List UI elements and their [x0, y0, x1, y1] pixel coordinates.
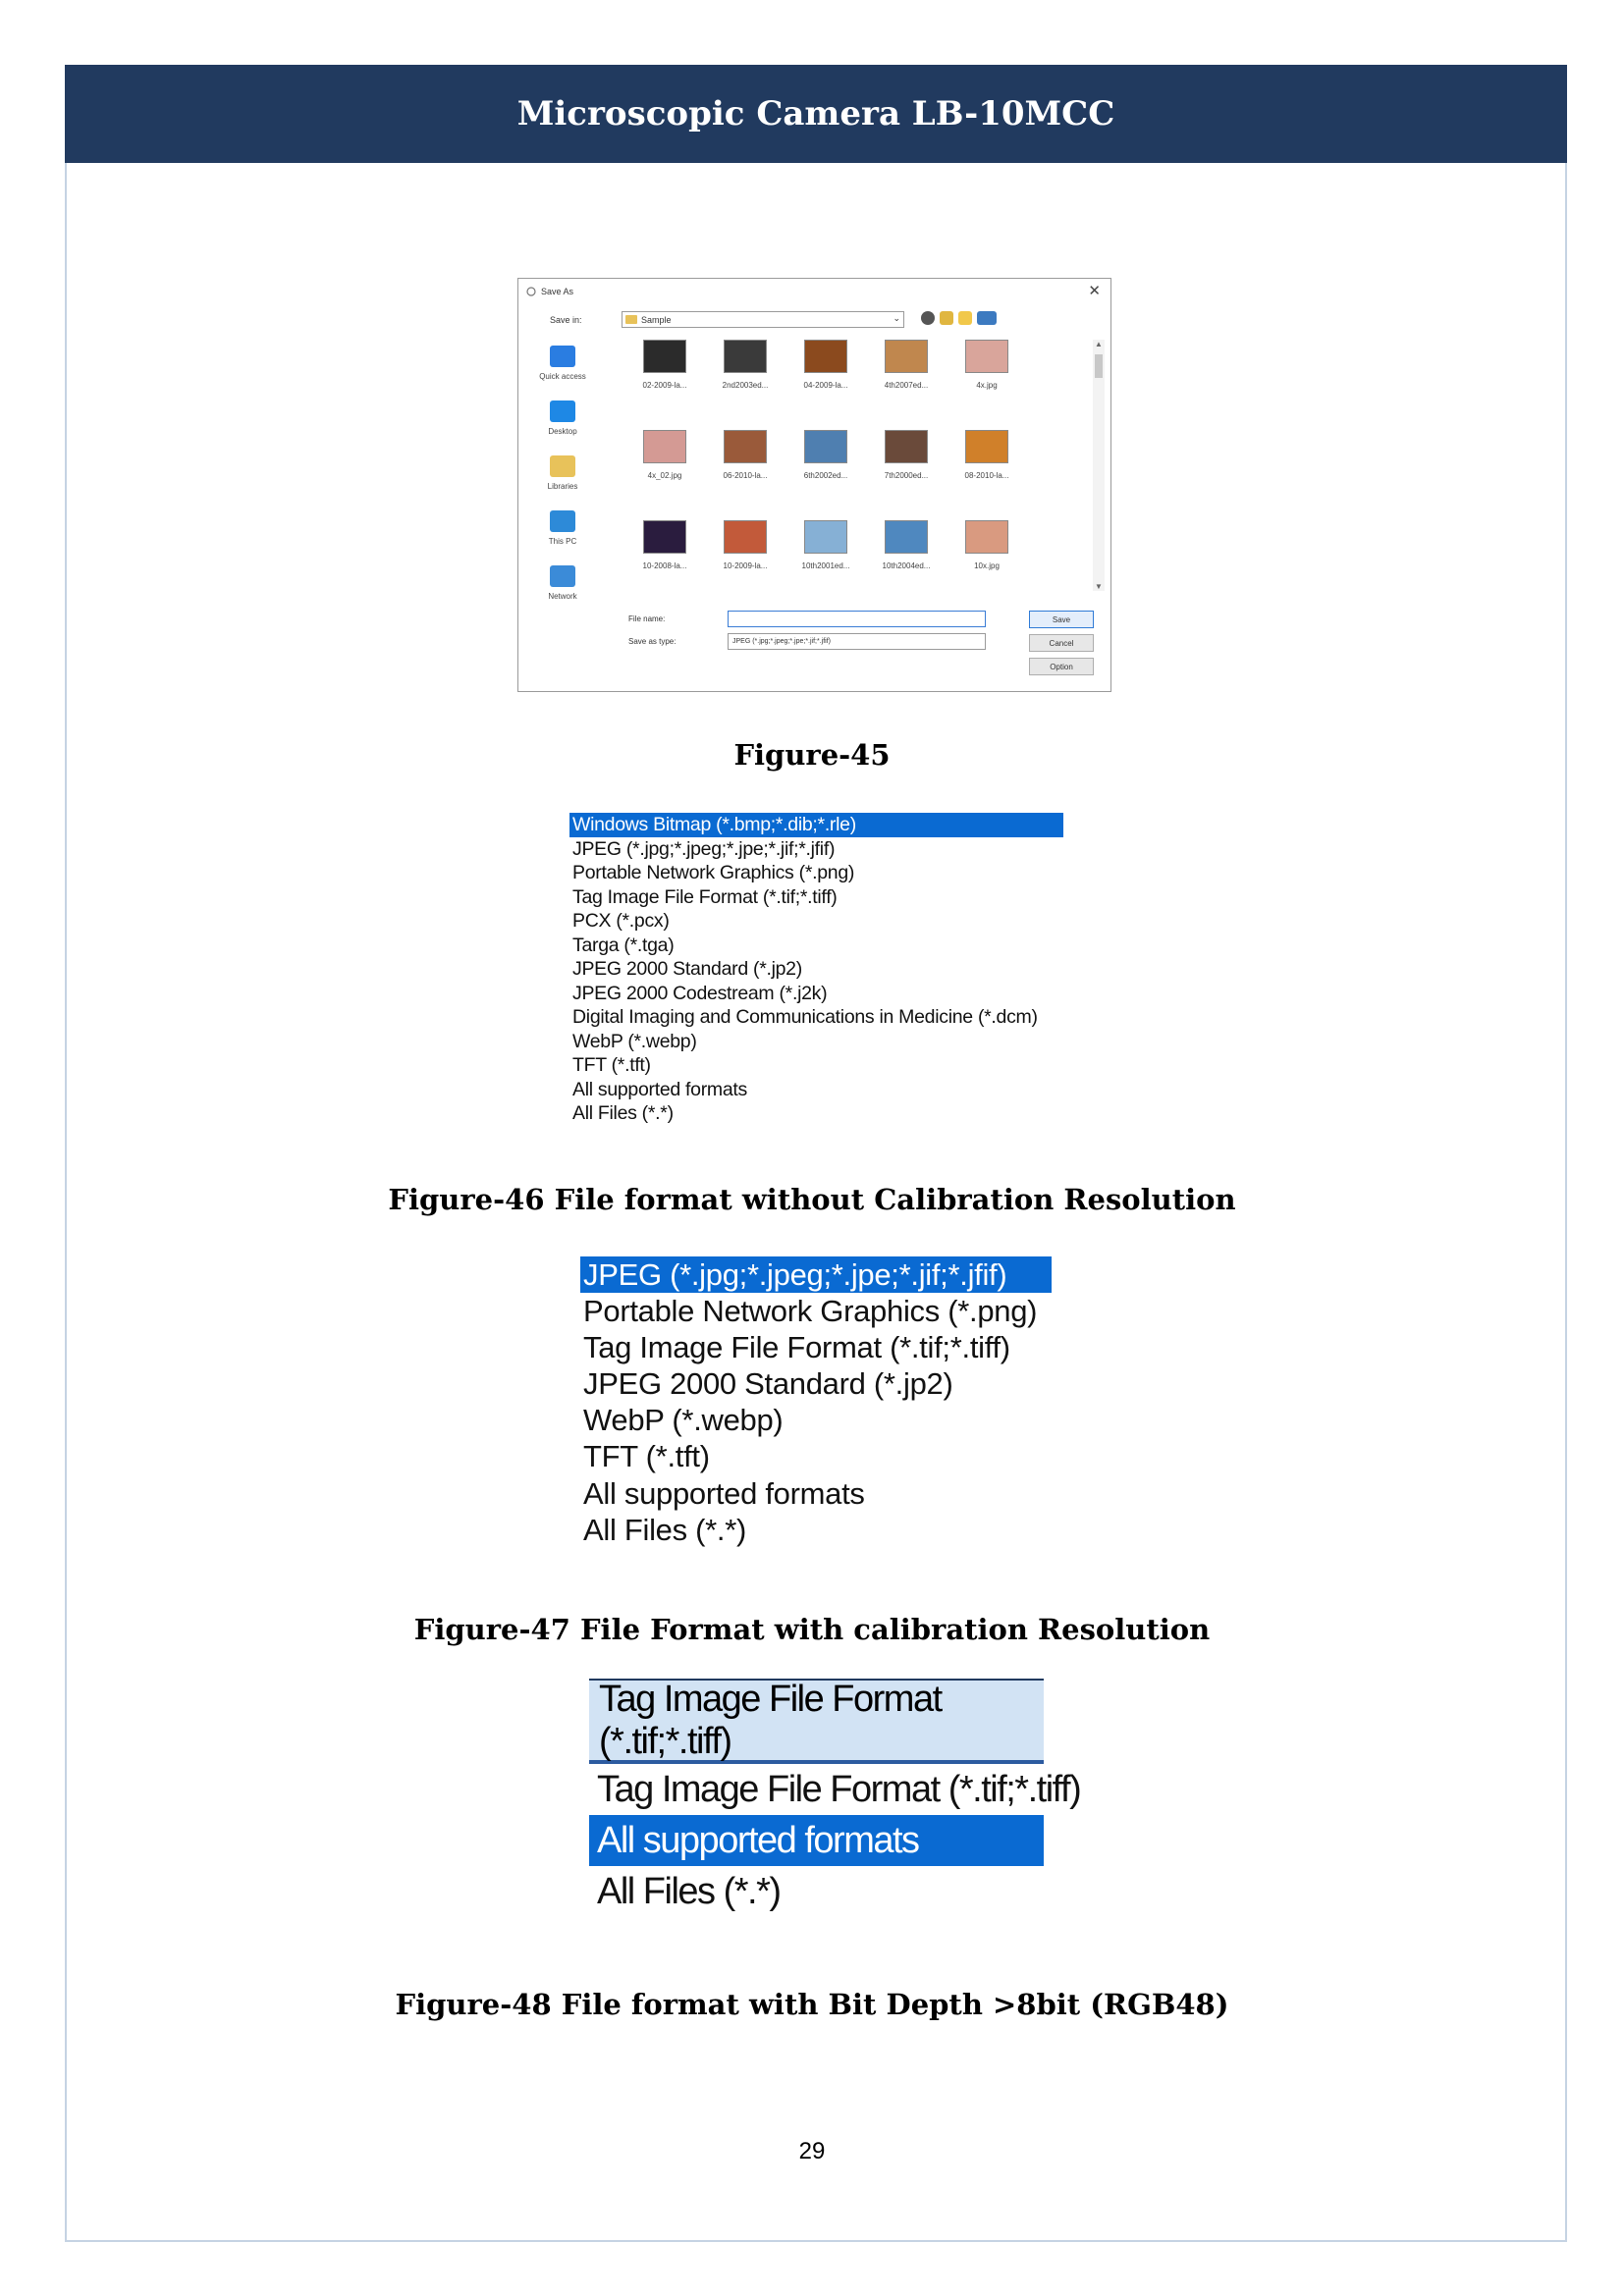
image-thumbnail-icon — [643, 340, 686, 373]
save-button[interactable]: Save — [1029, 611, 1094, 628]
place-item[interactable] — [528, 346, 597, 400]
file-format-option[interactable]: Tag Image File Format (*.tif;*.tiff) — [597, 1769, 1081, 1810]
file-format-option[interactable]: Portable Network Graphics (*.png) — [572, 862, 855, 883]
file-format-option[interactable]: PCX (*.pcx) — [572, 910, 670, 932]
image-thumbnail-icon — [885, 520, 928, 554]
file-name-label: 04-2009-la... — [803, 381, 848, 390]
dialog-toolbar — [921, 311, 997, 325]
place-item[interactable] — [528, 565, 597, 620]
file-item[interactable] — [944, 340, 1030, 390]
option-button[interactable]: Option — [1029, 658, 1094, 675]
file-format-option[interactable]: JPEG 2000 Standard (*.jp2) — [572, 958, 802, 980]
file-item[interactable] — [783, 520, 869, 570]
libraries-icon — [550, 455, 575, 477]
file-name-label: File name: — [628, 614, 666, 623]
image-thumbnail-icon — [724, 430, 767, 463]
file-format-option[interactable]: Tag Image File Format (*.tif;*.tiff) — [583, 1330, 1010, 1365]
chevron-down-icon: ⌄ — [893, 313, 900, 323]
file-format-option[interactable]: Tag Image File Format (*.tif;*.tiff) — [572, 885, 838, 908]
dialog-titlebar — [526, 284, 573, 299]
file-item[interactable] — [863, 430, 949, 480]
place-item[interactable] — [528, 400, 597, 455]
file-name-label: 4x_02.jpg — [647, 471, 682, 480]
file-format-option[interactable]: Digital Imaging and Communications in Medicine (*.dcm) — [572, 1006, 1038, 1028]
scroll-up-icon[interactable]: ▲ — [1095, 340, 1103, 348]
file-item[interactable] — [622, 430, 708, 480]
save-type-value: JPEG (*.jpg;*.jpeg;*.jpe;*.jif;*.jfif) — [732, 638, 831, 645]
file-name-label: 10-2008-la... — [642, 561, 687, 570]
document-title: Microscopic Camera LB-10MCC — [516, 94, 1115, 133]
place-label: Libraries — [547, 482, 578, 491]
image-thumbnail-icon — [724, 520, 767, 554]
file-item[interactable] — [622, 520, 708, 570]
image-thumbnail-icon — [965, 430, 1008, 463]
file-name-input[interactable] — [728, 611, 986, 627]
file-name-label: 10x.jpg — [974, 561, 1000, 570]
save-in-label: Save in: — [550, 315, 582, 325]
place-item[interactable] — [528, 455, 597, 510]
image-thumbnail-icon — [804, 520, 847, 554]
file-name-label: 7th2000ed... — [884, 471, 929, 480]
file-format-option[interactable]: TFT (*.tft) — [572, 1054, 651, 1076]
cancel-button[interactable]: Cancel — [1029, 634, 1094, 652]
file-format-list-without-calibration — [569, 813, 1063, 1126]
file-item[interactable] — [622, 340, 708, 390]
computer-icon — [550, 510, 575, 532]
file-item[interactable] — [702, 430, 788, 480]
save-as-icon — [526, 287, 536, 296]
scroll-down-icon[interactable]: ▼ — [1095, 582, 1103, 591]
file-item[interactable] — [702, 340, 788, 390]
file-format-option[interactable]: All supported formats — [572, 1078, 747, 1100]
file-format-dropdown-rgb48 — [589, 1678, 1081, 1930]
save-in-value: Sample — [641, 314, 672, 325]
file-format-option[interactable]: All Files (*.*) — [572, 1102, 674, 1124]
file-format-option[interactable]: JPEG (*.jpg;*.jpeg;*.jpe;*.jif;*.jfif) — [572, 837, 836, 860]
figure-48-caption: Figure-48 File format with Bit Depth >8bit (RGB48) — [395, 1988, 1229, 2021]
dialog-title: Save As — [541, 287, 574, 296]
file-item[interactable] — [702, 520, 788, 570]
folder-icon — [625, 315, 637, 324]
desktop-icon — [550, 400, 575, 422]
file-name-label: 2nd2003ed... — [722, 381, 769, 390]
image-thumbnail-icon — [643, 520, 686, 554]
place-label: Quick access — [539, 372, 586, 381]
figure-45-caption: Figure-45 — [733, 738, 891, 772]
save-type-dropdown[interactable] — [728, 633, 986, 650]
file-format-option[interactable]: TFT (*.tft) — [583, 1439, 710, 1474]
file-item[interactable] — [783, 340, 869, 390]
file-format-option[interactable]: Portable Network Graphics (*.png) — [583, 1294, 1038, 1329]
vertical-scrollbar[interactable] — [1093, 340, 1105, 591]
network-icon — [550, 565, 575, 587]
new-folder-icon[interactable] — [958, 311, 972, 325]
file-format-option[interactable]: WebP (*.webp) — [572, 1030, 697, 1052]
file-name-label: 02-2009-la... — [642, 381, 687, 390]
place-label: This PC — [548, 537, 577, 546]
file-format-option[interactable]: JPEG 2000 Codestream (*.j2k) — [572, 982, 828, 1004]
file-format-option[interactable]: All supported formats — [589, 1815, 1044, 1866]
file-name-label: 06-2010-la... — [723, 471, 768, 480]
file-name-label: 6th2002ed... — [803, 471, 848, 480]
save-as-dialog — [517, 278, 1111, 692]
file-format-list-rgb48 — [589, 1764, 1081, 1917]
file-item[interactable] — [944, 520, 1030, 570]
file-format-list-with-calibration — [580, 1256, 1052, 1548]
page-number: 29 — [798, 2138, 826, 2164]
image-thumbnail-icon — [804, 430, 847, 463]
up-folder-icon[interactable] — [940, 311, 953, 325]
save-type-combo[interactable]: Tag Image File Format (*.tif;*.tiff) — [589, 1681, 1044, 1764]
header-bar — [65, 65, 1567, 163]
file-format-option[interactable]: Targa (*.tga) — [572, 934, 675, 956]
image-thumbnail-icon — [643, 430, 686, 463]
file-format-option[interactable]: JPEG 2000 Standard (*.jp2) — [583, 1366, 953, 1402]
place-label: Network — [548, 592, 577, 601]
place-label: Desktop — [548, 427, 577, 436]
file-name-label: 10th2001ed... — [801, 561, 850, 570]
file-format-option[interactable]: All supported formats — [583, 1475, 865, 1511]
file-name-label: 08-2010-la... — [964, 471, 1009, 480]
star-icon — [550, 346, 575, 367]
places-bar — [528, 346, 597, 620]
save-in-dropdown[interactable] — [622, 311, 904, 328]
back-icon[interactable] — [921, 311, 935, 325]
file-format-option[interactable]: WebP (*.webp) — [583, 1403, 784, 1438]
file-format-option[interactable]: JPEG (*.jpg;*.jpeg;*.jpe;*.jif;*.jfif) — [580, 1256, 1052, 1293]
file-format-option[interactable]: Windows Bitmap (*.bmp;*.dib;*.rle) — [569, 813, 1063, 837]
image-thumbnail-icon — [804, 340, 847, 373]
image-thumbnail-icon — [724, 340, 767, 373]
file-item[interactable] — [863, 340, 949, 390]
file-name-label: 10th2004ed... — [882, 561, 931, 570]
file-format-option[interactable]: All Files (*.*) — [583, 1512, 747, 1547]
image-thumbnail-icon — [965, 520, 1008, 554]
figure-47-caption: Figure-47 File Format with calibration Resolution — [413, 1613, 1211, 1646]
close-icon[interactable]: ✕ — [1088, 283, 1101, 299]
save-type-label: Save as type: — [628, 637, 677, 646]
file-item[interactable] — [863, 520, 949, 570]
file-item[interactable] — [783, 430, 869, 480]
file-format-option[interactable]: All Files (*.*) — [597, 1871, 781, 1912]
file-name-label: 4th2007ed... — [884, 381, 929, 390]
place-item[interactable] — [528, 510, 597, 565]
file-list — [622, 340, 1083, 585]
file-item[interactable] — [944, 430, 1030, 480]
scrollbar-thumb[interactable] — [1095, 354, 1103, 378]
figure-46-caption: Figure-46 File format without Calibration Resolution — [388, 1183, 1236, 1216]
image-thumbnail-icon — [885, 340, 928, 373]
image-thumbnail-icon — [965, 340, 1008, 373]
file-name-label: 10-2009-la... — [723, 561, 768, 570]
view-menu-icon[interactable] — [977, 311, 997, 325]
file-name-label: 4x.jpg — [976, 381, 998, 390]
image-thumbnail-icon — [885, 430, 928, 463]
